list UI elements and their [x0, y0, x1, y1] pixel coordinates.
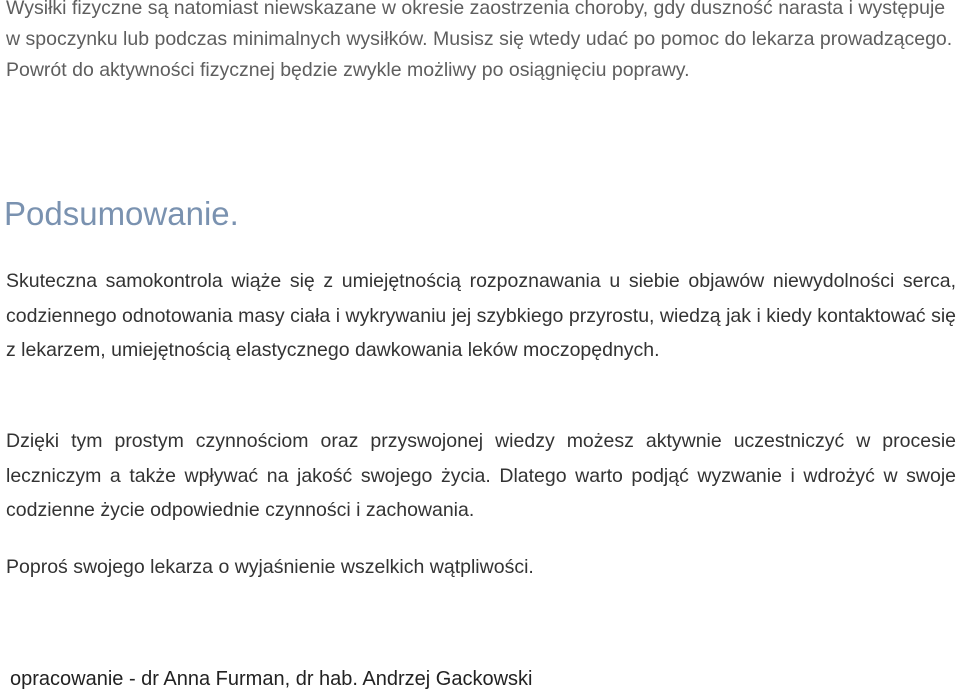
closing-paragraph: Poproś swojego lekarza o wyjaśnienie wszelkich wątpliwości. — [6, 556, 534, 578]
summary-paragraph: Skuteczna samokontrola wiąże się z umiejętnością rozpoznawania u siebie objawów niewydolności serca, codziennego odnotowania masy ciała i wykrywaniu jej szybkiego przyrostu, wiedzą jak i kiedy kontaktować się z lekarzem, umiejętnością elastycznego dawkowania leków moczopędnych. — [6, 270, 956, 361]
intro-paragraph: Wysiłki fizyczne są natomiast niewskazane w okresie zaostrzenia choroby, gdy duszność narasta i występuje w spoczynku lub podczas minimalnych wysiłków. Musisz się wtedy udać po pomoc do lekarza prowadzącego. Powrót do aktywności fizycznej będzie zwykle możliwy po osiągnięciu poprawy. — [6, 0, 953, 81]
section-heading: Podsumowanie. — [4, 195, 239, 232]
participation-paragraph: Dzięki tym prostym czynnościom oraz przyswojonej wiedzy możesz aktywnie uczestniczyć w procesie leczniczym a także wpływać na jakość swojego życia. Dlatego warto podjąć wyzwanie i wdrożyć w swoje codzienne życie odpowiednie czynności i zachowania. — [6, 430, 956, 521]
author-credit: opracowanie - dr Anna Furman, dr hab. Andrzej Gackowski — [10, 668, 533, 690]
